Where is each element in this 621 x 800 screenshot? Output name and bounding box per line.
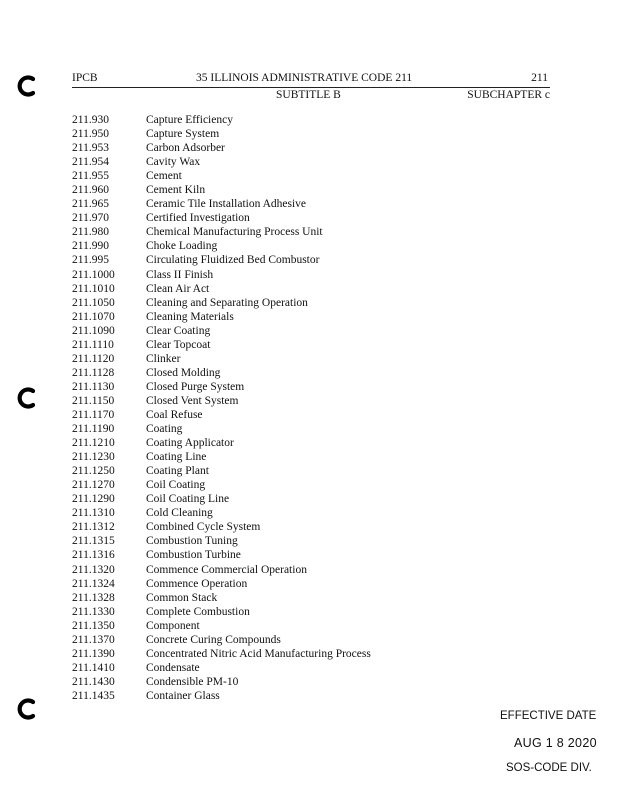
section-number: 211.1435: [72, 689, 115, 702]
stamp-effective-date-label: EFFECTIVE DATE: [500, 710, 597, 722]
section-row: [72, 478, 402, 492]
binder-hole-mark-middle: [16, 387, 38, 409]
section-row: [72, 169, 402, 183]
section-row: [72, 197, 402, 211]
section-title: Cement: [146, 170, 182, 183]
section-number: 211.1250: [72, 465, 115, 478]
section-title: Capture System: [146, 128, 220, 141]
section-row: [72, 492, 402, 506]
section-title: Combined Cycle System: [146, 521, 261, 534]
section-number: 211.953: [72, 142, 109, 155]
section-title: Combustion Tuning: [146, 535, 238, 548]
section-number: 211.1328: [72, 591, 115, 604]
section-title: Closed Molding: [146, 366, 221, 379]
section-row: [72, 183, 402, 197]
section-title: Closed Purge System: [146, 380, 245, 393]
section-title: Coil Coating: [146, 479, 206, 492]
section-row: [72, 506, 402, 520]
section-number: 211.1010: [72, 282, 115, 295]
section-number: 211.1330: [72, 605, 115, 618]
section-title: Cleaning and Separating Operation: [146, 296, 308, 309]
section-title: Coating: [146, 423, 183, 436]
section-title: Common Stack: [146, 591, 218, 604]
section-title: Container Glass: [146, 689, 220, 702]
section-title: Capture Efficiency: [146, 114, 233, 126]
section-title: Concentrated Nitric Acid Manufacturing Process: [146, 647, 371, 660]
section-title: Clear Coating: [146, 324, 211, 337]
section-row: [72, 408, 402, 422]
section-row: [72, 239, 402, 253]
section-row: [72, 633, 402, 647]
section-row: [72, 310, 402, 324]
section-row: [72, 268, 402, 282]
section-row: [72, 591, 402, 605]
section-row: [72, 282, 402, 296]
section-title: Circulating Fluidized Bed Combustor: [146, 254, 320, 267]
section-number: 211.1270: [72, 479, 115, 492]
section-number: 211.1370: [72, 633, 115, 646]
section-number: 211.1312: [72, 521, 115, 534]
section-row: [72, 366, 402, 380]
header-agency: IPCB: [72, 72, 98, 84]
page-header: [72, 72, 550, 104]
section-number: 211.1410: [72, 661, 115, 674]
section-number: 211.950: [72, 128, 109, 141]
section-row: [72, 689, 402, 703]
section-row: [72, 225, 402, 239]
section-number: 211.1110: [72, 338, 114, 351]
section-number: 211.1315: [72, 535, 115, 548]
header-part-number: 211: [531, 72, 548, 84]
section-title: Certified Investigation: [146, 212, 250, 225]
section-row: [72, 253, 402, 267]
section-title: Coating Line: [146, 451, 207, 464]
section-row: [72, 324, 402, 338]
section-list: [72, 113, 402, 703]
section-number: 211.955: [72, 170, 109, 183]
section-title: Combustion Turbine: [146, 549, 241, 562]
section-number: 211.1320: [72, 563, 115, 576]
section-title: Cement Kiln: [146, 184, 206, 197]
section-number: 211.1150: [72, 394, 115, 407]
section-title: Coil Coating Line: [146, 493, 230, 506]
section-row: [72, 155, 402, 169]
section-title: Condensate: [146, 661, 200, 674]
section-row: [72, 661, 402, 675]
section-title: Choke Loading: [146, 240, 218, 253]
header-code-title: 35 ILLINOIS ADMINISTRATIVE CODE 211: [196, 72, 413, 84]
section-title: Coal Refuse: [146, 408, 203, 421]
section-row: [72, 127, 402, 141]
section-number: 211.1230: [72, 451, 115, 464]
section-row: [72, 577, 402, 591]
section-number: 211.1090: [72, 324, 115, 337]
section-row: [72, 338, 402, 352]
section-row: [72, 296, 402, 310]
section-row: [72, 141, 402, 155]
section-title: Closed Vent System: [146, 394, 239, 407]
section-title: Cold Cleaning: [146, 507, 213, 520]
section-title: Commence Operation: [146, 577, 248, 590]
section-row: [72, 422, 402, 436]
section-number: 211.1170: [72, 408, 115, 421]
section-title: Coating Applicator: [146, 437, 234, 450]
section-title: Condensible PM-10: [146, 675, 239, 688]
section-title: Cleaning Materials: [146, 310, 234, 323]
section-title: Clean Air Act: [146, 282, 210, 295]
section-number: 211.954: [72, 156, 109, 169]
section-number: 211.1000: [72, 268, 115, 281]
section-row: [72, 675, 402, 689]
section-row: [72, 211, 402, 225]
section-title: Commence Commercial Operation: [146, 563, 307, 576]
section-number: 211.1310: [72, 507, 115, 520]
section-title: Coating Plant: [146, 465, 209, 478]
section-row: [72, 619, 402, 633]
section-row: [72, 520, 402, 534]
stamp-date: AUG 1 8 2020: [514, 736, 597, 750]
section-row: [72, 352, 402, 366]
binder-hole-mark-top: [16, 75, 38, 97]
section-number: 211.1130: [72, 380, 115, 393]
section-row: [72, 436, 402, 450]
section-row: [72, 563, 402, 577]
section-number: 211.930: [72, 114, 109, 126]
section-row: [72, 647, 402, 661]
section-number: 211.1290: [72, 493, 115, 506]
section-number: 211.1120: [72, 352, 115, 365]
section-title: Ceramic Tile Installation Adhesive: [146, 198, 307, 211]
section-row: [72, 464, 402, 478]
section-number: 211.1350: [72, 619, 115, 632]
section-row: [72, 450, 402, 464]
section-title: Component: [146, 619, 200, 632]
stamp-division: SOS-CODE DIV.: [506, 762, 592, 774]
section-number: 211.960: [72, 184, 109, 197]
section-title: Clear Topcoat: [146, 338, 211, 351]
section-title: Complete Combustion: [146, 605, 250, 618]
section-number: 211.980: [72, 226, 109, 239]
section-title: Class II Finish: [146, 268, 214, 281]
header-subtitle: SUBTITLE B: [276, 89, 341, 101]
section-number: 211.990: [72, 240, 109, 253]
section-number: 211.1128: [72, 366, 115, 379]
section-title: Clinker: [146, 352, 181, 365]
section-number: 211.970: [72, 212, 109, 225]
section-number: 211.1324: [72, 577, 115, 590]
header-subchapter: SUBCHAPTER c: [467, 89, 550, 101]
section-number: 211.1210: [72, 437, 115, 450]
binder-hole-mark-bottom: [16, 698, 38, 720]
section-row: [72, 548, 402, 562]
section-number: 211.1050: [72, 296, 115, 309]
section-number: 211.965: [72, 198, 109, 211]
section-row: [72, 394, 402, 408]
section-number: 211.1190: [72, 423, 115, 436]
section-title: Carbon Adsorber: [146, 142, 225, 155]
section-row: [72, 534, 402, 548]
section-row: [72, 605, 402, 619]
section-number: 211.1390: [72, 647, 115, 660]
section-title: Concrete Curing Compounds: [146, 633, 281, 646]
section-title: Chemical Manufacturing Process Unit: [146, 226, 323, 239]
section-title: Cavity Wax: [146, 156, 201, 169]
section-number: 211.1070: [72, 310, 115, 323]
section-row: [72, 113, 402, 127]
section-row: [72, 380, 402, 394]
header-rule: [72, 87, 550, 88]
section-number: 211.1316: [72, 549, 115, 562]
section-number: 211.1430: [72, 675, 115, 688]
section-number: 211.995: [72, 254, 109, 267]
